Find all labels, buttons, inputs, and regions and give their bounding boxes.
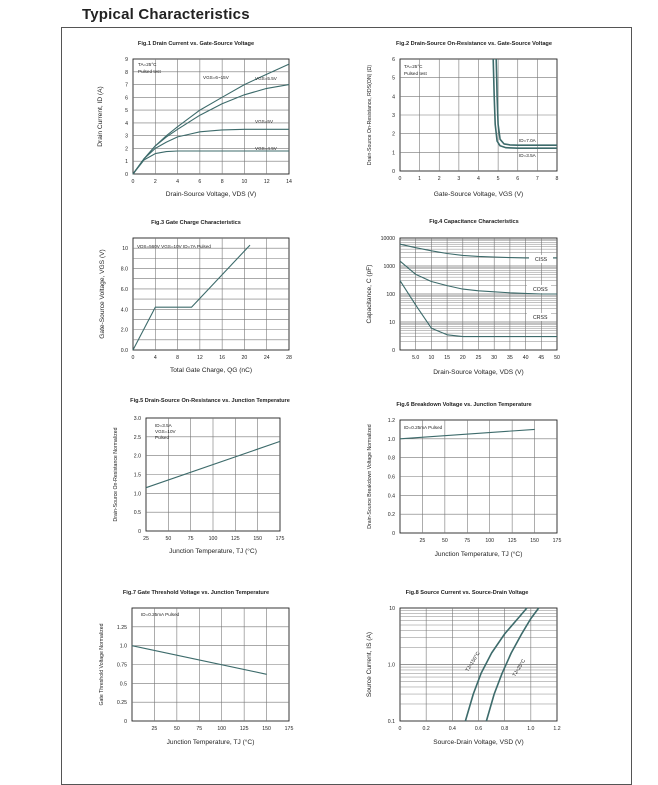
page-title: Typical Characteristics xyxy=(82,6,250,23)
fig3-xlabel: Total Gate Charge, QG (nC) xyxy=(169,367,253,374)
fig8-ylabel: Source Current, IS (A) xyxy=(366,631,373,698)
fig4-ytick-label: 0 xyxy=(392,348,395,354)
fig6-ytick-label: 0 xyxy=(392,531,395,537)
fig7-xtick-label: 25 xyxy=(151,726,158,732)
fig2-xtick-label: 5 xyxy=(496,176,500,182)
fig1-xtick-label: 0 xyxy=(131,179,135,185)
fig3-ytick-label: 8.0 xyxy=(120,266,128,273)
fig6-xtick-label: 175 xyxy=(552,538,562,544)
fig7-xtick-label: 150 xyxy=(262,726,271,732)
fig4-ytick-label: 100 xyxy=(386,292,395,298)
fig5-xtick-label: 125 xyxy=(231,536,240,542)
fig8-xtick-label: 0.4 xyxy=(448,726,456,732)
fig2-ylabel: Drain-Source On-Resistance, RDS(ON) (Ω) xyxy=(367,64,373,166)
fig7-ylabel: Gate Threshold Voltage Normalized xyxy=(99,623,105,706)
fig3-ylabel: Gate-Source Voltage, VGS (V) xyxy=(99,249,106,339)
fig4-ytick-label: 10000 xyxy=(380,236,395,242)
fig3-chart xyxy=(99,220,292,374)
fig5-xtick-label: 75 xyxy=(187,536,194,542)
fig2-title: Fig.2 Drain-Source On-Resistance vs. Gate-Source Voltage xyxy=(396,41,552,47)
fig4-legend-ciss: CISS xyxy=(535,257,548,263)
fig6-xtick-label: 25 xyxy=(419,538,426,544)
fig2-ytick-label: 5 xyxy=(392,75,395,82)
fig1-ann-vgs-6-15: VGS=6~15V xyxy=(203,75,229,80)
fig8-ann-tj150: TJ=150°C xyxy=(464,650,482,674)
fig7-xtick-label: 100 xyxy=(217,726,227,732)
fig7-xtick-label: 50 xyxy=(173,726,180,732)
fig1-ytick-label: 1 xyxy=(125,159,128,166)
fig6-xlabel: Junction Temperature, TJ (°C) xyxy=(434,551,523,558)
fig6-ytick-label: 0.8 xyxy=(387,455,395,462)
fig5-ytick-label: 3.0 xyxy=(133,416,141,422)
fig3-xtick-label: 0 xyxy=(131,355,135,361)
fig5-ann-id: ID=3.5A xyxy=(155,423,172,428)
fig2-xtick-label: 3 xyxy=(457,176,461,182)
fig6-ytick-label: 1.2 xyxy=(387,418,395,424)
fig1-ytick-label: 9 xyxy=(125,57,128,63)
fig7-ytick-label: 1.0 xyxy=(119,643,127,650)
fig4-xtick-label: 20 xyxy=(459,355,466,361)
fig4-legend-coss: COSS xyxy=(533,287,548,293)
fig5-xtick-label: 100 xyxy=(208,536,218,542)
fig8-xtick-label: 1.0 xyxy=(527,726,535,732)
fig6-xtick-label: 125 xyxy=(507,538,517,544)
fig3-xtick-label: 8 xyxy=(176,355,180,361)
fig1-xtick-label: 12 xyxy=(263,179,270,185)
fig6-ytick-label: 1.0 xyxy=(387,436,395,443)
fig5-xlabel: Junction Temperature, TJ (°C) xyxy=(169,548,257,555)
fig7-xtick-label: 75 xyxy=(196,726,203,732)
fig5-xtick-label: 50 xyxy=(165,536,172,542)
fig5-ytick-label: 0.5 xyxy=(133,510,141,517)
fig1-xlabel: Drain-Source Voltage, VDS (V) xyxy=(165,191,257,198)
fig5-ytick-label: 0 xyxy=(138,529,141,535)
fig1-ann-pulsed: Pulsed test xyxy=(138,69,161,74)
fig1-ytick-label: 7 xyxy=(125,82,128,89)
fig5-xtick-label: 150 xyxy=(253,536,262,542)
fig8-xtick-label: 0 xyxy=(398,726,402,732)
fig6-chart xyxy=(367,402,561,558)
fig6-ytick-label: 0.4 xyxy=(387,493,395,500)
fig6-ytick-label: 0.6 xyxy=(387,474,395,481)
fig2-ann-pulsed: Pulsed test xyxy=(404,71,427,76)
fig2-ann-id7: ID=7.0A xyxy=(519,138,536,143)
fig4-xtick-label: 40 xyxy=(522,355,529,361)
fig1-ann-vgs-5: VGS=5V xyxy=(255,119,274,124)
fig2-ytick-label: 2 xyxy=(392,131,395,138)
fig5-xtick-label: 25 xyxy=(143,536,149,542)
fig4-xtick-label: 25 xyxy=(475,355,482,361)
fig1-ann-vgs-5-5: VGS=5.5V xyxy=(255,76,277,81)
fig8-ytick-label: 10 xyxy=(389,606,395,612)
fig8-xtick-label: 0.6 xyxy=(474,726,483,732)
fig3-xtick-label: 4 xyxy=(153,355,157,361)
fig8-ytick-label: 1.0 xyxy=(387,662,395,669)
fig1-title: Fig.1 Drain Current vs. Gate-Source Voltage xyxy=(137,41,255,47)
fig4-xtick-label: 45 xyxy=(538,355,545,361)
fig1-ytick-label: 6 xyxy=(125,95,128,102)
fig8-chart xyxy=(366,590,561,746)
fig3-xtick-label: 24 xyxy=(263,355,270,361)
fig1-ytick-label: 4 xyxy=(125,120,128,127)
fig8-xlabel: Source-Drain Voltage, VSD (V) xyxy=(433,739,524,746)
fig7-ytick-label: 0.75 xyxy=(116,662,127,669)
fig8-xtick-label: 0.2 xyxy=(422,726,430,732)
fig3-ytick-label: 6.0 xyxy=(120,286,128,293)
fig2-xtick-label: 4 xyxy=(477,176,480,182)
fig6-xtick-label: 150 xyxy=(530,538,539,544)
fig3-xtick-label: 16 xyxy=(219,355,226,361)
fig2-ann-ta: TA=25°C xyxy=(404,64,423,69)
fig6-ytick-label: 0.2 xyxy=(387,512,395,519)
fig6-ann-cond: ID=0.25mA Pulsed xyxy=(404,425,443,430)
fig1-ytick-label: 3 xyxy=(125,133,128,140)
fig2-ytick-label: 6 xyxy=(392,57,395,63)
fig5-xtick-label: 175 xyxy=(275,536,285,542)
fig7-ytick-label: 0.5 xyxy=(119,681,127,688)
fig4-xtick-label: 15 xyxy=(444,355,450,361)
fig5-ylabel: Drain-Source On-Resistance Normalized xyxy=(113,427,119,522)
fig3-xtick-label: 28 xyxy=(286,355,292,361)
fig2-chart xyxy=(367,41,559,198)
fig2-xtick-label: 1 xyxy=(418,176,422,182)
fig2-xlabel: Gate-Source Voltage, VGS (V) xyxy=(433,191,524,198)
fig6-ylabel: Drain-Source Breakdown Voltage Normalized xyxy=(367,424,373,529)
fig1-xtick-label: 2 xyxy=(153,179,157,185)
fig7-title: Fig.7 Gate Threshold Voltage vs. Junction Temperature xyxy=(122,590,270,596)
fig5-chart xyxy=(113,398,290,555)
fig1-xtick-label: 6 xyxy=(198,179,202,185)
fig4-legend-crss: CRSS xyxy=(533,315,548,321)
fig3-ytick-label: 0.0 xyxy=(120,348,128,354)
fig1-ann-vgs-4-5: VGS=4.5V xyxy=(255,146,277,151)
fig2-ytick-label: 4 xyxy=(392,94,395,101)
fig8-ann-tj25: TJ=25°C xyxy=(511,658,528,679)
fig1-xtick-label: 4 xyxy=(176,179,180,185)
fig3-plot-area xyxy=(133,238,289,350)
fig2-xtick-label: 8 xyxy=(555,176,559,182)
fig4-xtick-label: 5.0 xyxy=(412,355,420,361)
fig4-xtick-label: 30 xyxy=(491,355,498,361)
fig2-ytick-label: 0 xyxy=(392,169,395,175)
fig5-ytick-label: 1.5 xyxy=(133,472,141,479)
fig5-ytick-label: 1.0 xyxy=(133,491,141,498)
fig3-xtick-label: 20 xyxy=(241,355,248,361)
fig5-ytick-label: 2.5 xyxy=(133,434,141,441)
fig3-title: Fig.3 Gate Charge Characteristics xyxy=(151,220,241,226)
fig7-xtick-label: 175 xyxy=(284,726,294,732)
fig8-ytick-label: 0.1 xyxy=(387,719,395,725)
fig6-xtick-label: 50 xyxy=(441,538,448,544)
fig1-ytick-label: 8 xyxy=(125,69,128,76)
fig2-xtick-label: 0 xyxy=(398,176,402,182)
fig6-xtick-label: 75 xyxy=(464,538,471,544)
fig2-xtick-label: 7 xyxy=(535,176,539,182)
fig4-title: Fig.4 Capacitance Characteristics xyxy=(429,219,519,225)
fig1-ylabel: Drain Current, ID (A) xyxy=(97,86,104,147)
fig4-xtick-label: 35 xyxy=(507,355,513,361)
fig4-xlabel: Drain-Source Voltage, VDS (V) xyxy=(433,369,524,376)
fig1-xtick-label: 14 xyxy=(286,179,292,185)
fig4-ylabel: Capacitance, C (pF) xyxy=(366,264,373,324)
fig7-ytick-label: 0.25 xyxy=(116,700,127,707)
fig1-ytick-label: 2 xyxy=(125,146,128,153)
fig1-xtick-label: 8 xyxy=(220,179,224,185)
fig2-ytick-label: 3 xyxy=(392,113,395,119)
fig4-xtick-label: 10 xyxy=(428,355,435,361)
fig5-title: Fig.5 Drain-Source On-Resistance vs. Junction Temperature xyxy=(130,398,290,404)
fig1-ytick-label: 0 xyxy=(125,172,128,178)
fig8-xtick-label: 1.2 xyxy=(553,726,561,732)
fig7-chart xyxy=(99,590,293,746)
fig2-xtick-label: 6 xyxy=(516,176,520,182)
fig8-xtick-label: 0.8 xyxy=(501,726,509,732)
fig1-xtick-label: 10 xyxy=(241,179,248,185)
fig4-ytick-label: 1000 xyxy=(383,264,395,270)
fig4-ytick-label: 10 xyxy=(389,320,395,326)
fig7-ytick-label: 0 xyxy=(124,719,127,725)
fig3-ytick-label: 4.0 xyxy=(120,307,128,314)
fig7-ann-cond: ID=0.25mA Pulsed xyxy=(141,612,180,617)
fig1-chart xyxy=(97,41,292,198)
fig1-ytick-label: 5 xyxy=(125,108,128,115)
fig5-ann-pulsed: Pulsed xyxy=(155,435,170,440)
fig6-xtick-label: 100 xyxy=(485,538,495,544)
fig2-xtick-label: 2 xyxy=(437,176,441,182)
fig4-xtick-label: 50 xyxy=(554,355,560,361)
fig7-xtick-label: 125 xyxy=(239,726,249,732)
fig7-xlabel: Junction Temperature, TJ (°C) xyxy=(166,739,255,746)
fig4-chart xyxy=(366,219,560,376)
fig2-ytick-label: 1 xyxy=(392,150,395,157)
fig7-ytick-label: 1.25 xyxy=(116,624,127,631)
fig8-title: Fig.8 Source Current vs. Source-Drain Voltage xyxy=(405,590,529,596)
fig5-ann-vgs: VGS=10V xyxy=(155,429,176,434)
fig3-xtick-label: 12 xyxy=(196,355,203,361)
fig6-title: Fig.6 Breakdown Voltage vs. Junction Temperature xyxy=(396,402,532,408)
fig5-ytick-label: 2.0 xyxy=(133,453,141,460)
fig3-ytick-label: 10 xyxy=(122,246,128,253)
fig3-ytick-label: 2.0 xyxy=(120,327,128,334)
fig1-ann-ta: TA=25°C xyxy=(138,62,157,67)
fig2-ann-id35: ID=3.5A xyxy=(519,153,536,158)
fig3-ann-cond: VDS=560V VGS=10V ID=7A Pulsed xyxy=(137,244,211,249)
